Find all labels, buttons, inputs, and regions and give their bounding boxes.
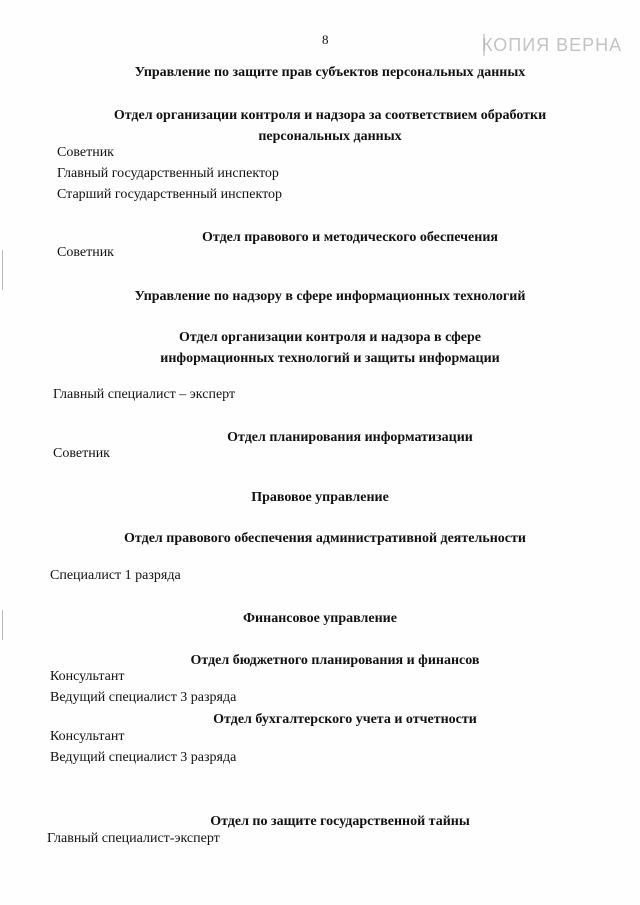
dept-title-personal-data-control-line2: персональных данных: [258, 129, 402, 144]
position-item: Главный специалист – эксперт: [53, 387, 236, 402]
position-item: Ведущий специалист 3 разряда: [50, 750, 237, 765]
scan-edge-mark: [2, 610, 3, 640]
position-item: Консультант: [50, 729, 125, 744]
copy-stamp: КОПИЯ ВЕРНА: [482, 35, 623, 55]
position-item: Старший государственный инспектор: [57, 187, 283, 202]
section-title-finance: Финансовое управление: [243, 611, 397, 626]
dept-title-budget-planning: Отдел бюджетного планирования и финансов: [190, 653, 480, 668]
section-title-it-supervision: Управление по надзору в сфере информационных технологий: [134, 289, 526, 304]
position-item: Главный государственный инспектор: [57, 166, 279, 181]
dept-title-it-control-line2: информационных технологий и защиты информации: [160, 351, 500, 366]
dept-title-personal-data-control-line1: Отдел организации контроля и надзора за соответствием обработки: [113, 108, 547, 123]
position-item: Консультант: [50, 669, 125, 684]
dept-title-legal-methodical: Отдел правового и методического обеспечения: [202, 230, 498, 245]
section-title-legal: Правовое управление: [251, 490, 389, 505]
dept-title-accounting: Отдел бухгалтерского учета и отчетности: [213, 712, 477, 727]
dept-title-state-secret: Отдел по защите государственной тайны: [210, 814, 470, 829]
position-item: Советник: [57, 145, 114, 160]
position-item: Советник: [57, 245, 114, 260]
page-number: 8: [322, 32, 329, 47]
position-item: Советник: [53, 446, 110, 461]
position-item: Специалист 1 разряда: [50, 568, 181, 583]
dept-title-legal-administrative: Отдел правового обеспечения административной деятельности: [124, 531, 526, 546]
dept-title-informatization-planning: Отдел планирования информатизации: [227, 430, 473, 445]
position-item: Главный специалист-эксперт: [47, 831, 220, 846]
section-title-personal-data: Управление по защите прав субъектов персональных данных: [134, 65, 526, 80]
scan-edge-mark: [2, 250, 3, 290]
dept-title-it-control-line1: Отдел организации контроля и надзора в сфере: [178, 330, 482, 345]
position-item: Ведущий специалист 3 разряда: [50, 690, 237, 705]
